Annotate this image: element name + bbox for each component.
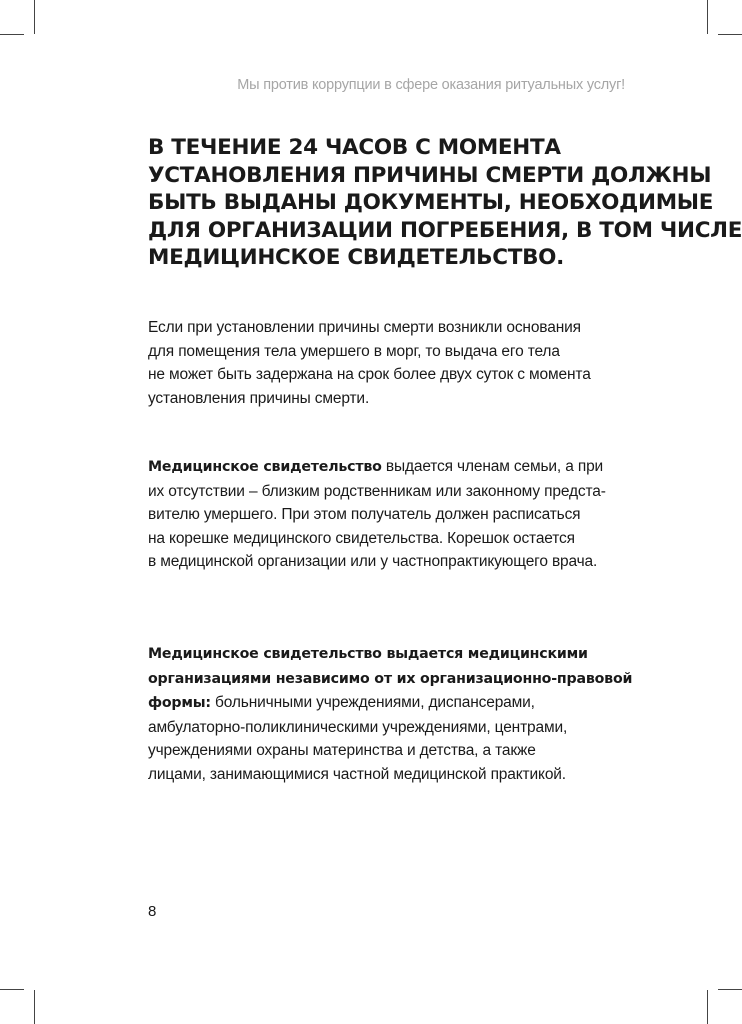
text-line	[148, 642, 668, 667]
text-run: выдается членам семьи, а при	[381, 458, 604, 475]
text-line: лицами, занимающимися частной медицинской практикой.	[148, 765, 566, 783]
paragraph-certificate-issuance	[148, 455, 668, 574]
crop-mark	[718, 34, 742, 35]
bold-text: организациями независимо от их организационно-правовой	[148, 670, 633, 687]
bold-lead: Медицинское свидетельство	[148, 459, 382, 475]
bold-text: Медицинское свидетельство выдается медицинскими	[148, 646, 588, 662]
text-line: амбулаторно-поликлиническими учреждениями, центрами,	[148, 718, 568, 736]
text-run: больничными учреждениями, диспансерами,	[210, 694, 535, 711]
text-line: их отсутствии – близким родственникам или законному предста-	[148, 482, 606, 500]
crop-mark	[707, 990, 708, 1024]
paragraph-issuing-organizations	[148, 642, 668, 786]
page-number: 8	[148, 903, 157, 920]
crop-mark	[0, 34, 24, 35]
headline-line: МЕДИЦИНСКОЕ СВИДЕТЕЛЬСТВО.	[148, 245, 565, 271]
text-line	[148, 667, 668, 692]
text-line: на корешке медицинского свидетельства. Корешок остается	[148, 529, 575, 547]
crop-mark	[34, 0, 35, 34]
text-line: вителю умершего. При этом получатель должен расписаться	[148, 506, 581, 523]
paragraph-morgue	[148, 316, 668, 410]
headline-line: БЫТЬ ВЫДАНЫ ДОКУМЕНТЫ, НЕОБХОДИМЫЕ	[148, 190, 714, 216]
page-headline	[148, 134, 742, 272]
bold-text: формы:	[148, 695, 211, 711]
text-line: не может быть задержана на срок более двух суток с момента	[148, 366, 591, 383]
headline-line: В ТЕЧЕНИЕ 24 ЧАСОВ С МОМЕНТА	[148, 135, 561, 160]
crop-mark	[718, 989, 742, 990]
headline-line: УСТАНОВЛЕНИЯ ПРИЧИНЫ СМЕРТИ ДОЛЖНЫ	[148, 162, 712, 188]
text-line: учреждениями охраны материнства и детства, а также	[148, 742, 536, 759]
running-head: Мы против коррупции в сфере оказания ритуальных услуг!	[237, 77, 625, 93]
crop-mark	[707, 0, 708, 34]
text-line: для помещения тела умершего в морг, то выдача его тела	[148, 342, 560, 360]
text-line	[148, 455, 668, 480]
headline-line: ДЛЯ ОРГАНИЗАЦИИ ПОГРЕБЕНИЯ, В ТОМ ЧИСЛЕ	[148, 217, 742, 243]
text-line: в медицинской организации или у частнопрактикующего врача.	[148, 553, 598, 570]
text-line	[148, 691, 668, 716]
text-line: установления причины смерти.	[148, 389, 370, 407]
text-line: Если при установлении причины смерти возникли основания	[148, 319, 581, 336]
crop-mark	[34, 990, 35, 1024]
crop-mark	[0, 989, 24, 990]
